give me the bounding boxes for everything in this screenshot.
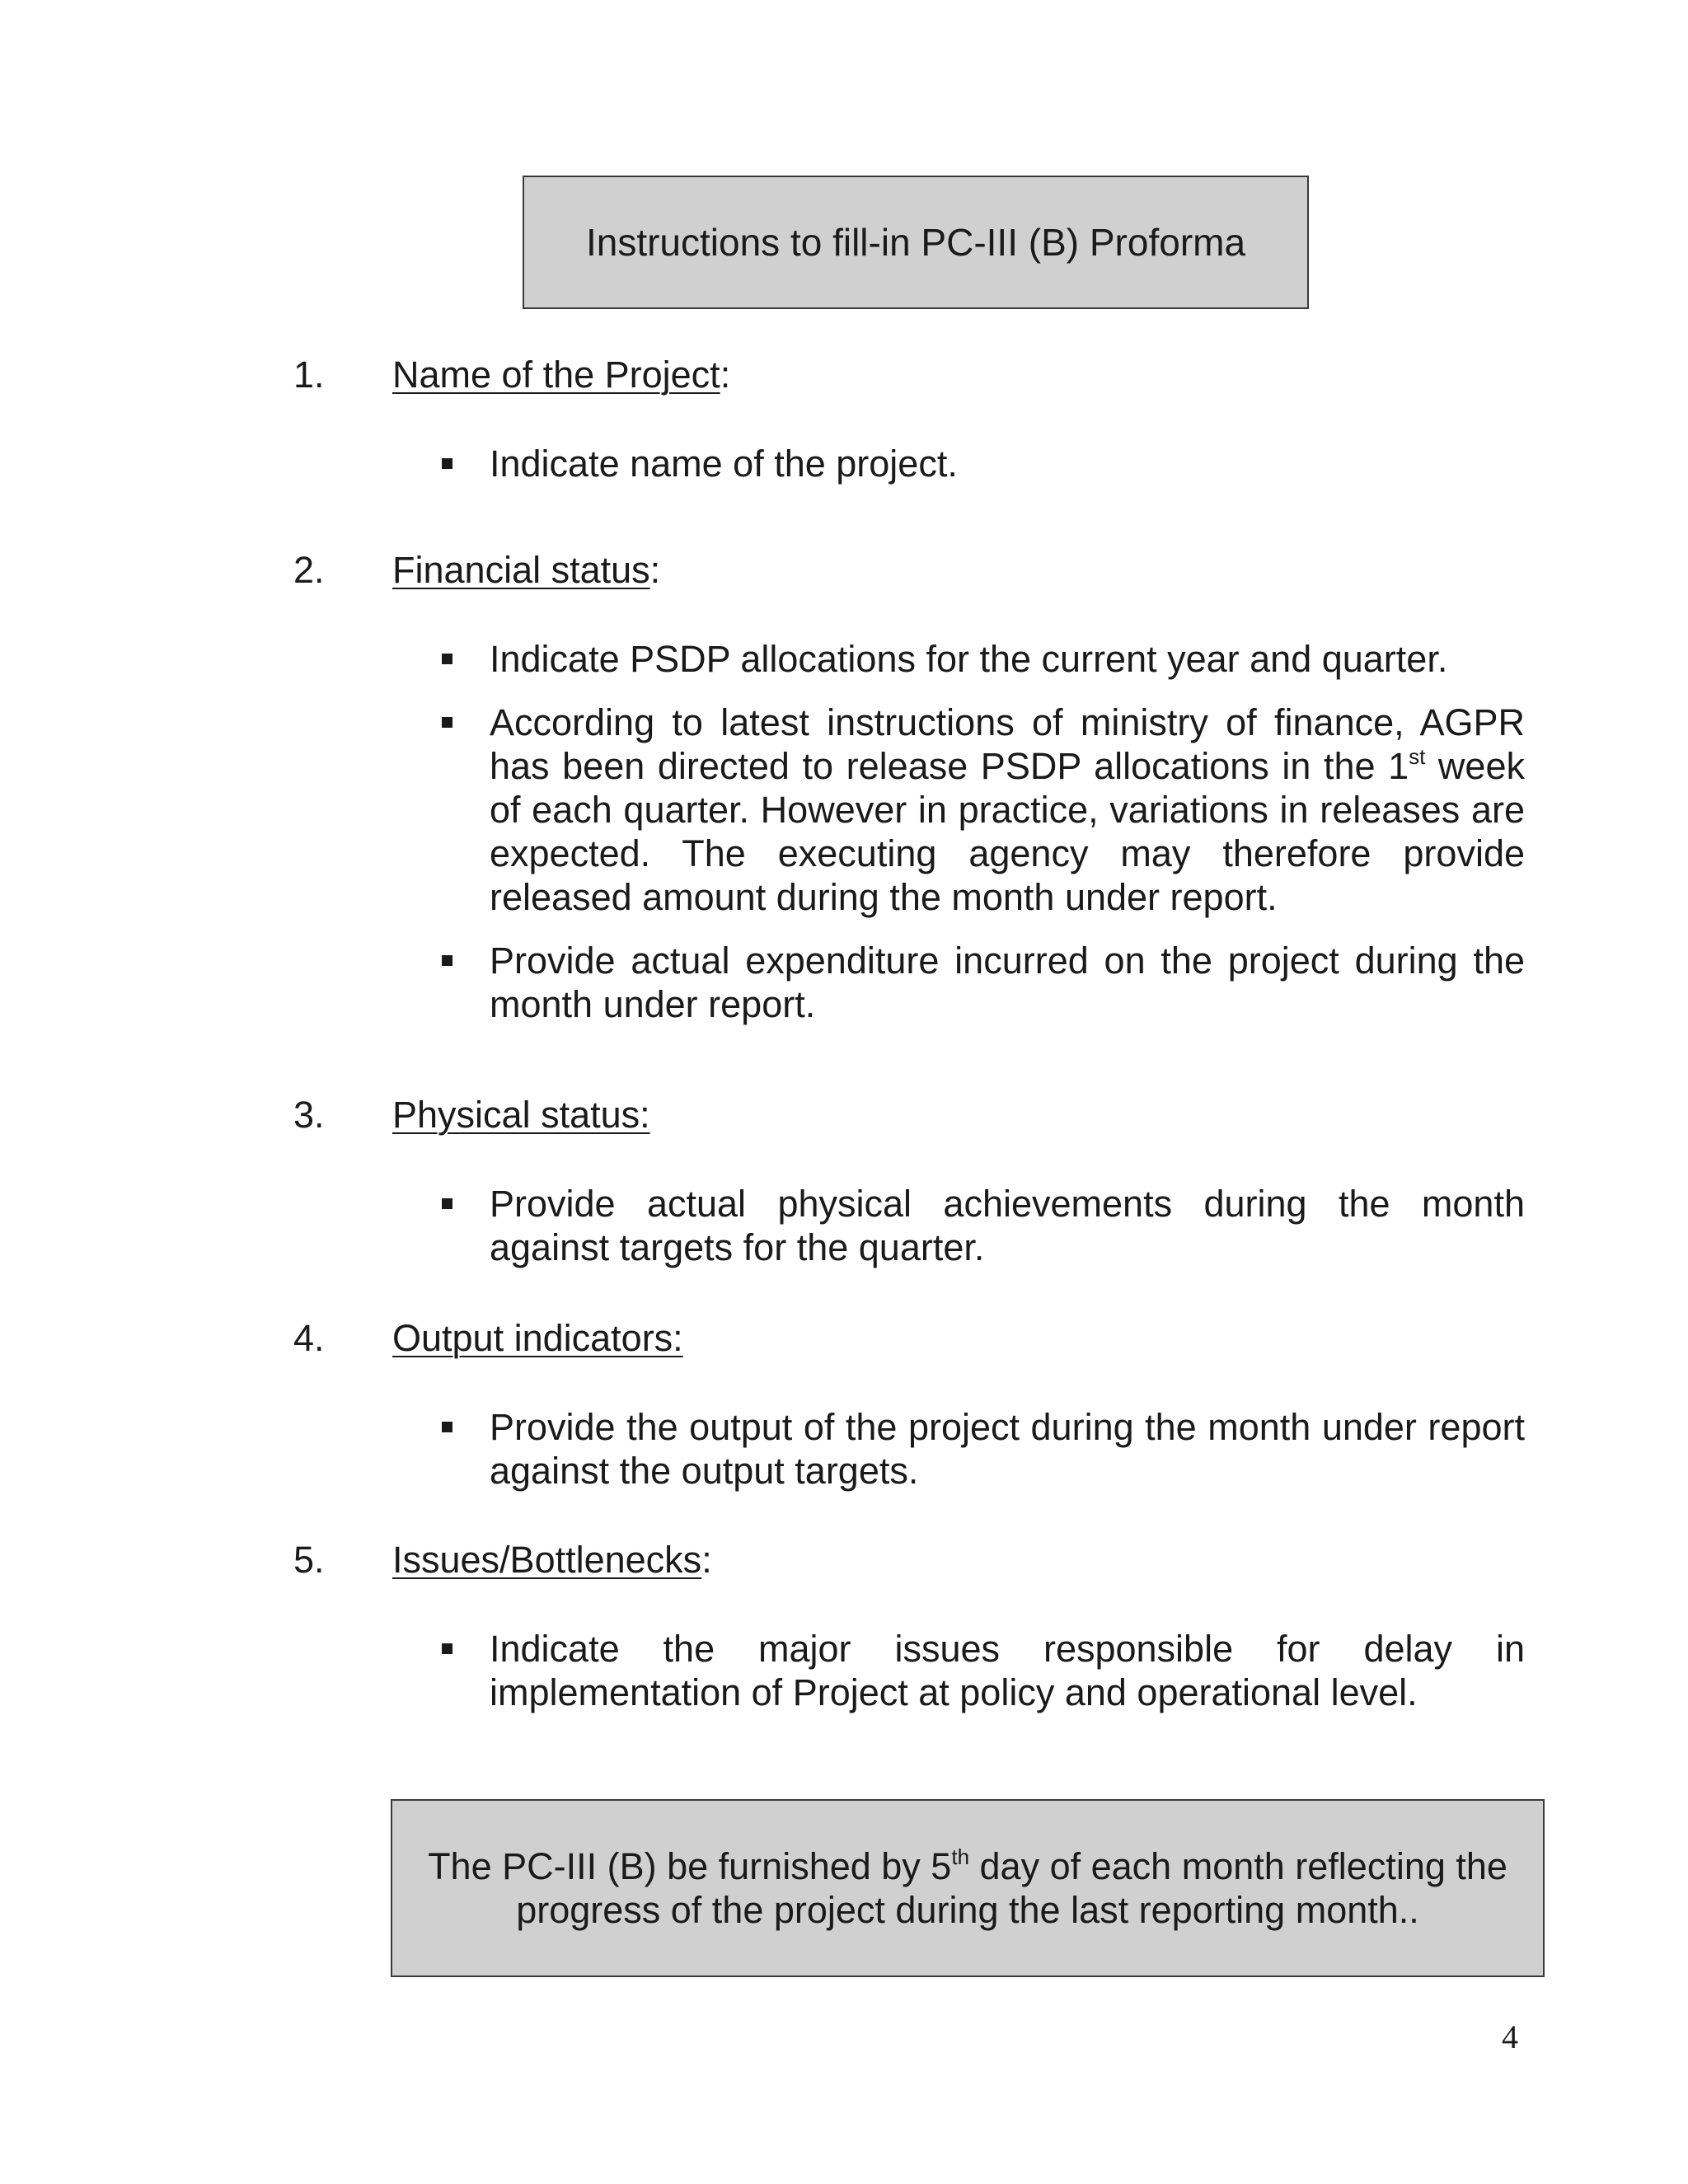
list-item: Provide the output of the project during the month under report against the output targets. — [490, 1405, 1525, 1493]
document-title-box — [523, 176, 1309, 309]
square-bullet-icon — [442, 654, 452, 664]
document-title: Instructions to fill-in PC-III (B) Proforma — [585, 221, 1246, 264]
section-title: Physical status: — [392, 1094, 650, 1136]
section-heading — [293, 1316, 1526, 1361]
section-number: 4. — [293, 1317, 325, 1359]
list-item: Indicate name of the project. — [490, 442, 1525, 485]
square-bullet-icon — [442, 1198, 452, 1209]
page-number: 4 — [1502, 2018, 1518, 2055]
deadline-note-text: The PC-III (B) be furnished by 5th day of each month reflecting the progress of the project during the last reporting month.. — [428, 1844, 1507, 1931]
bullet-list — [293, 442, 1526, 485]
section-issues-bottlenecks — [293, 1538, 1526, 1714]
square-bullet-icon — [442, 1422, 452, 1432]
section-name-of-project — [293, 353, 1526, 485]
section-number: 2. — [293, 549, 325, 591]
section-title: Financial status: — [392, 549, 661, 591]
section-heading — [293, 353, 1526, 397]
section-output-indicators — [293, 1316, 1526, 1493]
section-number: 5. — [293, 1539, 325, 1581]
deadline-note-box — [391, 1799, 1545, 1977]
list-item: Provide actual physical achievements during the month against targets for the quarter. — [490, 1182, 1525, 1269]
square-bullet-icon — [442, 458, 452, 469]
section-heading — [293, 1538, 1526, 1582]
list-item: According to latest instructions of ministry of finance, AGPR has been directed to release PSDP allocations in the 1st week of each quarter. However in practice, variations in releases are expected. The executing agency may therefore provide released amount during the month under report. — [490, 701, 1525, 919]
bullet-list — [293, 637, 1526, 1026]
square-bullet-icon — [442, 717, 452, 728]
section-title: Name of the Project: — [392, 354, 731, 396]
section-heading — [293, 548, 1526, 593]
bullet-list — [293, 1182, 1526, 1269]
section-number: 3. — [293, 1094, 325, 1136]
bullet-list — [293, 1627, 1526, 1714]
section-title: Output indicators: — [392, 1317, 683, 1359]
section-financial-status — [293, 548, 1526, 1026]
list-item: Provide actual expenditure incurred on the project during the month under report. — [490, 939, 1525, 1026]
list-item: Indicate the major issues responsible for delay in implementation of Project at policy and operational level. — [490, 1627, 1525, 1714]
section-title: Issues/Bottlenecks: — [392, 1539, 712, 1581]
list-item: Indicate PSDP allocations for the current year and quarter. — [490, 637, 1525, 681]
bullet-list — [293, 1405, 1526, 1493]
square-bullet-icon — [442, 1643, 452, 1654]
section-heading — [293, 1093, 1526, 1137]
square-bullet-icon — [442, 955, 452, 966]
section-physical-status — [293, 1093, 1526, 1269]
section-number: 1. — [293, 354, 325, 396]
